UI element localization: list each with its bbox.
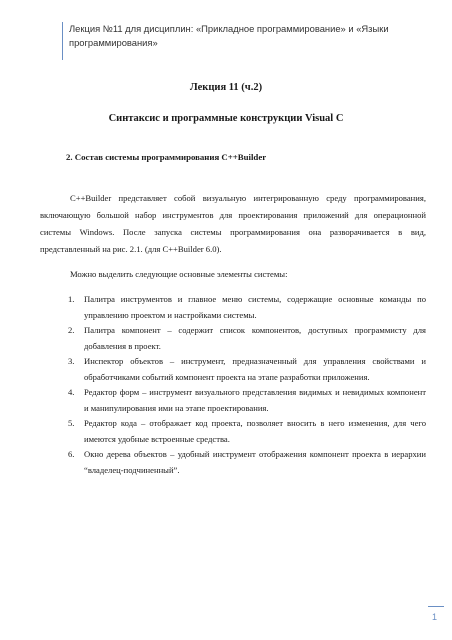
- list-item-number: 4.: [68, 387, 75, 397]
- list-item-text: Редактор кода – отображает код проекта, позволяет вносить в него изменения, для чего имеются удобные встроенные средства.: [84, 418, 426, 444]
- page-number: 1: [432, 612, 438, 622]
- lecture-title: Лекция 11 (ч.2): [189, 82, 263, 93]
- list-item-text: Палитра инструментов и главное меню системы, содержащие основные команды по управлению проектом и настройками системы.: [84, 294, 426, 320]
- list-item-number: 6.: [68, 449, 75, 459]
- header-line-1: Лекция №11 для дисциплин: «Прикладное программирование» и «Языки: [69, 23, 389, 34]
- header-line-2: программирования»: [69, 37, 158, 48]
- list-item-text: Инспектор объектов – инструмент, предназначенный для управления свойствами и обработчиками событий компонент проекта на этапе разработки приложения.: [84, 356, 426, 382]
- elements-list: [68, 292, 426, 478]
- intro-paragraph: C++Builder представляет собой визуальную интегрированную среду программирования, включающую большой набор инструментов для проектирования приложений для операционной системы Windows. После запуска системы программирования она разворачивается в вид, представленный на рис. 2.1. (для C++Builder 6.0).: [40, 193, 426, 254]
- list-item: [68, 416, 426, 447]
- list-item: [68, 323, 426, 354]
- list-item-number: 1.: [68, 294, 75, 304]
- footer-rule: [428, 606, 444, 607]
- running-header: [62, 22, 399, 60]
- list-item-number: 5.: [68, 418, 75, 428]
- list-item: [68, 385, 426, 416]
- section-heading: 2. Состав системы программирования C++Builder: [66, 152, 267, 162]
- list-item-text: Палитра компонент – содержит список компонентов, доступных программисту для добавления в проект.: [84, 325, 426, 351]
- list-item: [68, 354, 426, 385]
- list-item-text: Окно дерева объектов – удобный инструмент отображения компонент проекта в иерархии “владелец-подчиненный”.: [84, 449, 426, 475]
- lecture-subtitle: Синтаксис и программные конструкции Visual C: [108, 113, 344, 124]
- list-item-text: Редактор форм – инструмент визуального представления видимых и невидимых компонент и манипулирования ими на этапе проектирования.: [84, 387, 426, 413]
- list-item-number: 2.: [68, 325, 75, 335]
- list-intro-paragraph: Можно выделить следующие основные элементы системы:: [70, 269, 288, 279]
- list-item: [68, 292, 426, 323]
- list-item-number: 3.: [68, 356, 75, 366]
- list-item: [68, 447, 426, 478]
